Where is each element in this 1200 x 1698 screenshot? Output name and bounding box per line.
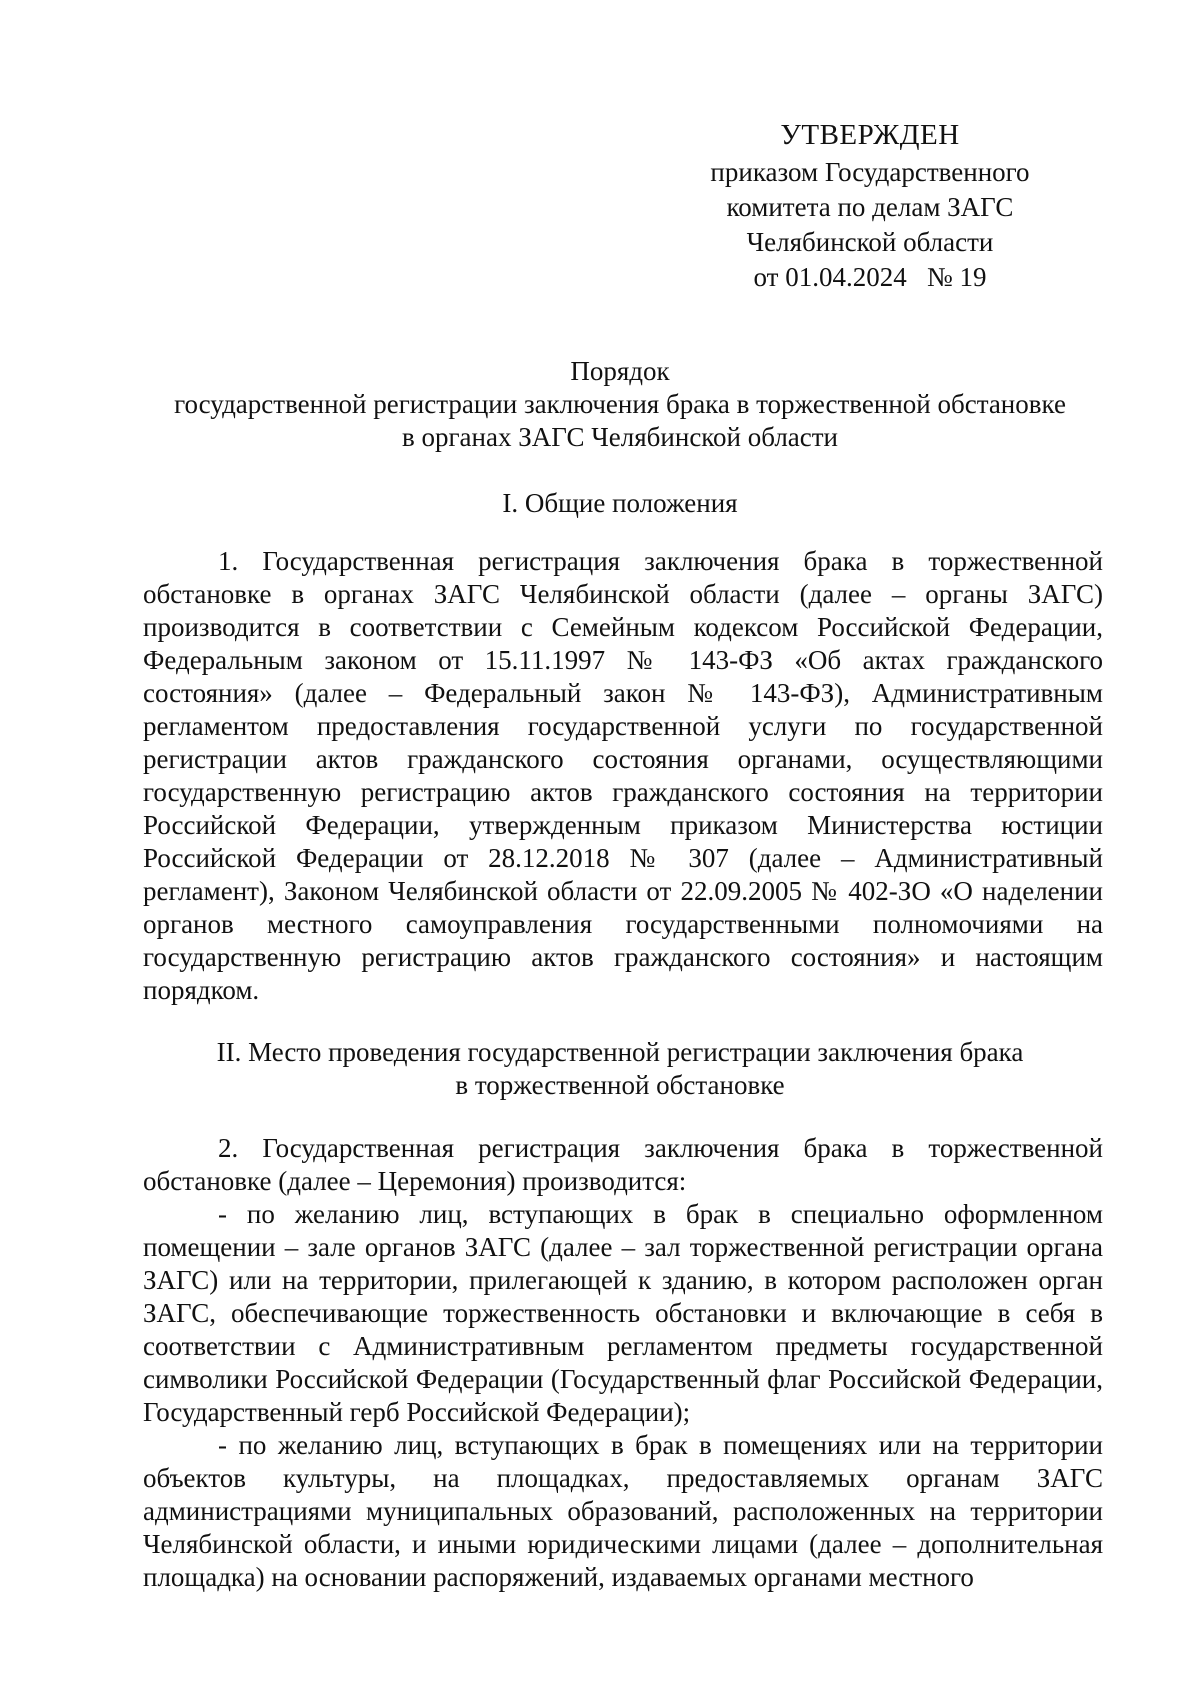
section-2-heading: [140, 1036, 1100, 1102]
section-1-body: [143, 545, 1103, 1007]
paragraph-2: 2. Государственная регистрация заключения брака в торжественной обстановке (далее – Церемония) производится:: [143, 1133, 1103, 1196]
bullet-2: - по желанию лиц, вступающих в брак в помещениях или на территории объектов культуры, на площадках, предоставляемых органам ЗАГС администрациями муниципальных образований, расположенных на территории Челябинской области, и иными юридическими лицами (далее – дополнительная площадка) на основании распоряжений, издаваемых органами местного: [143, 1430, 1103, 1592]
approval-heading: УТВЕРЖДЕН: [780, 119, 960, 151]
approval-line-committee: комитета по делам ЗАГС: [726, 192, 1014, 222]
approval-line-region: Челябинской области: [746, 227, 994, 257]
paragraph-1: 1. Государственная регистрация заключения брака в торжественной обстановке в органах ЗАГС Челябинской области (далее – органы ЗАГС) производится в соответствии с Семейным кодексом Российской Федерации, Федеральным законом от 15.11.1997 № 143-ФЗ «Об актах гражданского состояния» (далее – Федеральный закон № 143-ФЗ), Административным регламентом предоставления государственной услуги по государственной регистрации актов гражданского состояния органами, осуществляющими государственную регистрацию актов гражданского состояния на территории Российской Федерации, утвержденным приказом Министерства юстиции Российской Федерации от 28.12.2018 № 307 (далее – Административный регламент), Законом Челябинской области от 22.09.2005 № 402-ЗО «О наделении органов местного самоуправления государственными полномочиями на государственную регистрацию актов гражданского состояния» и настоящим порядком.: [143, 546, 1103, 1005]
bullet-1: - по желанию лиц, вступающих в брак в специально оформленном помещении – зале органов ЗАГС (далее – зал торжественной регистрации органа ЗАГС) или на территории, прилегающей к зданию, в котором расположен орган ЗАГС, обеспечивающие торжественность обстановки и включающие в себя в соответствии с Административным регламентом предметы государственной символики Российской Федерации (Государственный флаг Российской Федерации, Государственный герб Российской Федерации);: [143, 1199, 1103, 1427]
approval-stamp: [600, 118, 1140, 295]
section-1-heading: I. Общие положения: [502, 488, 738, 518]
section-2-heading-line-2: в торжественной обстановке: [455, 1070, 785, 1100]
approval-line-date-number: от 01.04.2024 № 19: [753, 262, 987, 292]
title-line-3: в органах ЗАГС Челябинской области: [401, 422, 839, 452]
document-title: [140, 355, 1100, 454]
approval-line-order: приказом Государственного: [710, 157, 1030, 187]
section-2-body: [143, 1132, 1103, 1594]
section-2-heading-line-1: II. Место проведения государственной регистрации заключения брака: [216, 1037, 1024, 1067]
title-line-1: Порядок: [570, 356, 670, 386]
title-line-2: государственной регистрации заключения брака в торжественной обстановке: [174, 389, 1066, 419]
